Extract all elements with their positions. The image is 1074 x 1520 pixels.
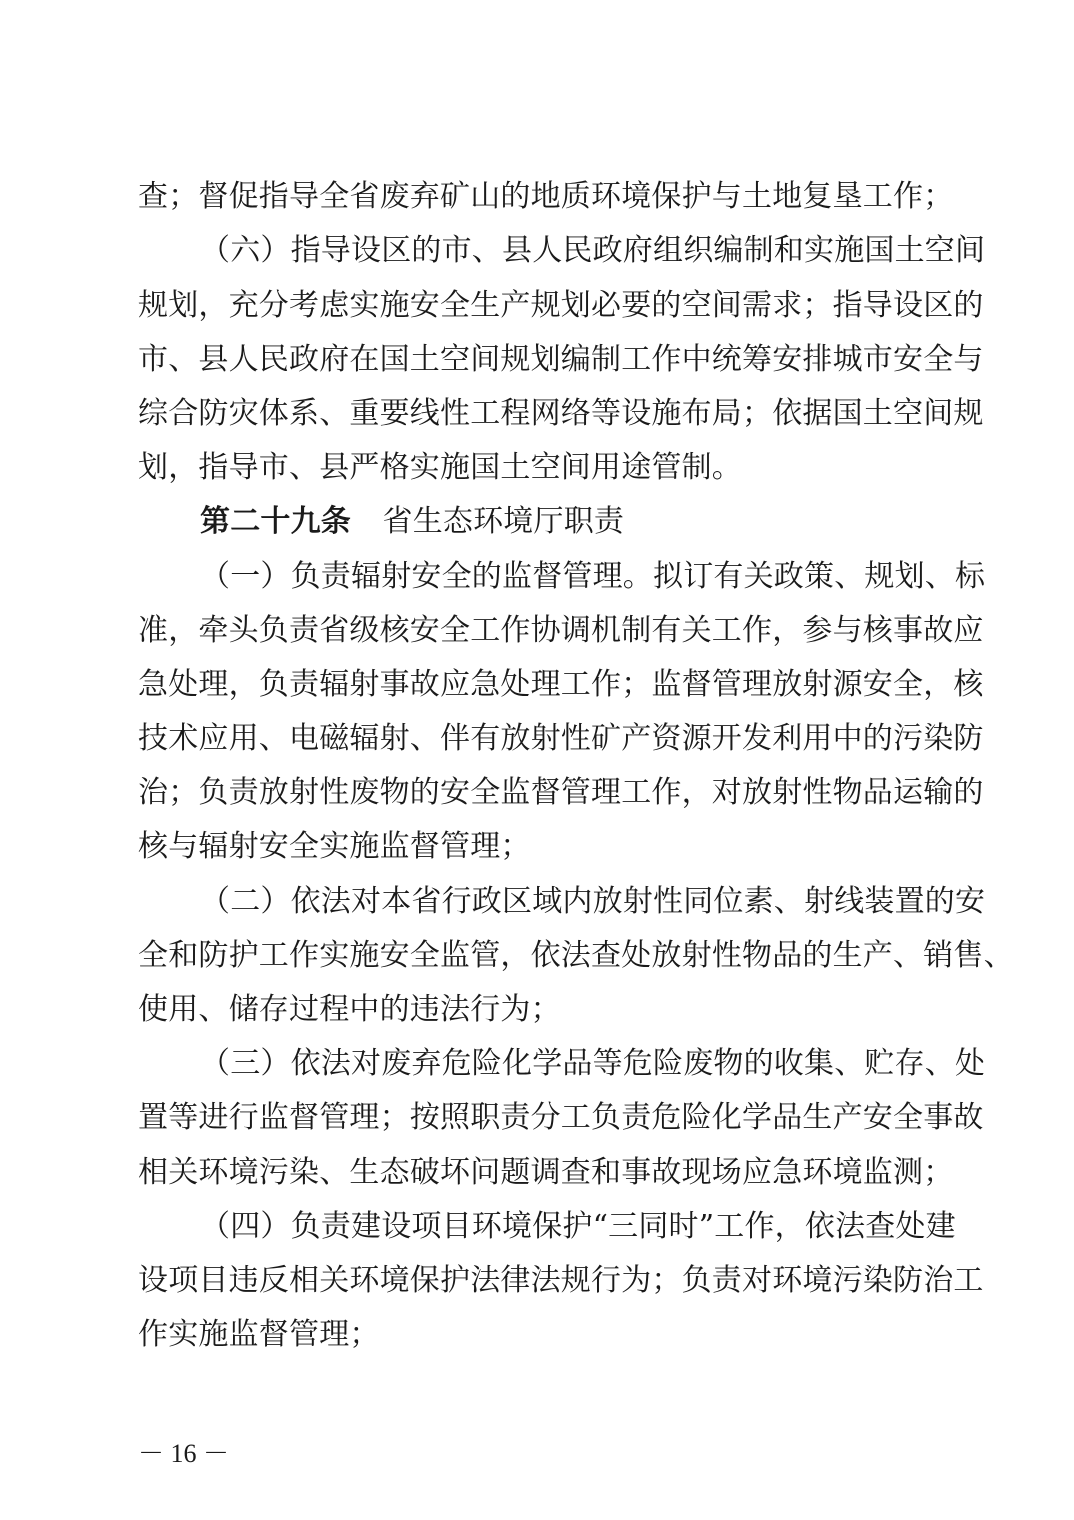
text-line-13: 核与辐射安全实施监督管理； <box>138 829 531 864</box>
text-line-12: 治；负责放射性废物的安全监督管理工作，对放射性物品运输的 <box>138 775 984 810</box>
text-line-3: 规划，充分考虑实施安全生产规划必要的空间需求；指导设区的 <box>138 288 984 323</box>
text-line-21: 设项目违反相关环境保护法律法规行为；负责对环境污染防治工 <box>138 1263 984 1298</box>
text-line-5: 综合防灾体系、重要线性工程网络等设施布局；依据国土空间规 <box>138 396 984 431</box>
text-line-15: 全和防护工作实施安全监管，依法查处放射性物品的生产、销售、 <box>138 938 1014 973</box>
text-line-6: 划，指导市、县严格实施国土空间用途管制。 <box>138 450 742 485</box>
text-line-17: （三）依法对废弃危险化学品等危险废物的收集、贮存、处 <box>200 1046 986 1081</box>
text-line-1: 查；督促指导全省废弃矿山的地质环境保护与土地复垦工作； <box>138 179 954 214</box>
article-title: 省生态环境厅职责 <box>382 504 625 539</box>
article-heading <box>200 494 938 550</box>
text-line-14: （二）依法对本省行政区域内放射性同位素、射线装置的安 <box>200 884 986 919</box>
article-number: 第二十九条 <box>200 504 351 539</box>
text-line-20: （四）负责建设项目环境保护“三同时”工作，依法查处建 <box>200 1209 956 1244</box>
text-line-4: 市、县人民政府在国土空间规划编制工作中统筹安排城市安全与 <box>138 342 984 377</box>
text-line-10: 急处理，负责辐射事故应急处理工作；监督管理放射源安全，核 <box>138 667 984 702</box>
text-line-18: 置等进行监督管理；按照职责分工负责危险化学品生产安全事故 <box>138 1100 984 1135</box>
text-line-19: 相关环境污染、生态破坏问题调查和事故现场应急环境监测； <box>138 1155 954 1190</box>
text-line-22: 作实施监督管理； <box>138 1317 380 1352</box>
text-line-16: 使用、储存过程中的违法行为； <box>138 992 561 1027</box>
page-number: － 16 － <box>138 1439 230 1468</box>
text-line-11: 技术应用、电磁辐射、伴有放射性矿产资源开发利用中的污染防 <box>138 721 984 756</box>
text-line-9: 准，牵头负责省级核安全工作协调机制有关工作，参与核事故应 <box>138 613 984 648</box>
text-line-8: （一）负责辐射安全的监督管理。拟订有关政策、规划、标 <box>200 559 986 594</box>
text-line-2: （六）指导设区的市、县人民政府组织编制和实施国土空间 <box>200 233 986 268</box>
